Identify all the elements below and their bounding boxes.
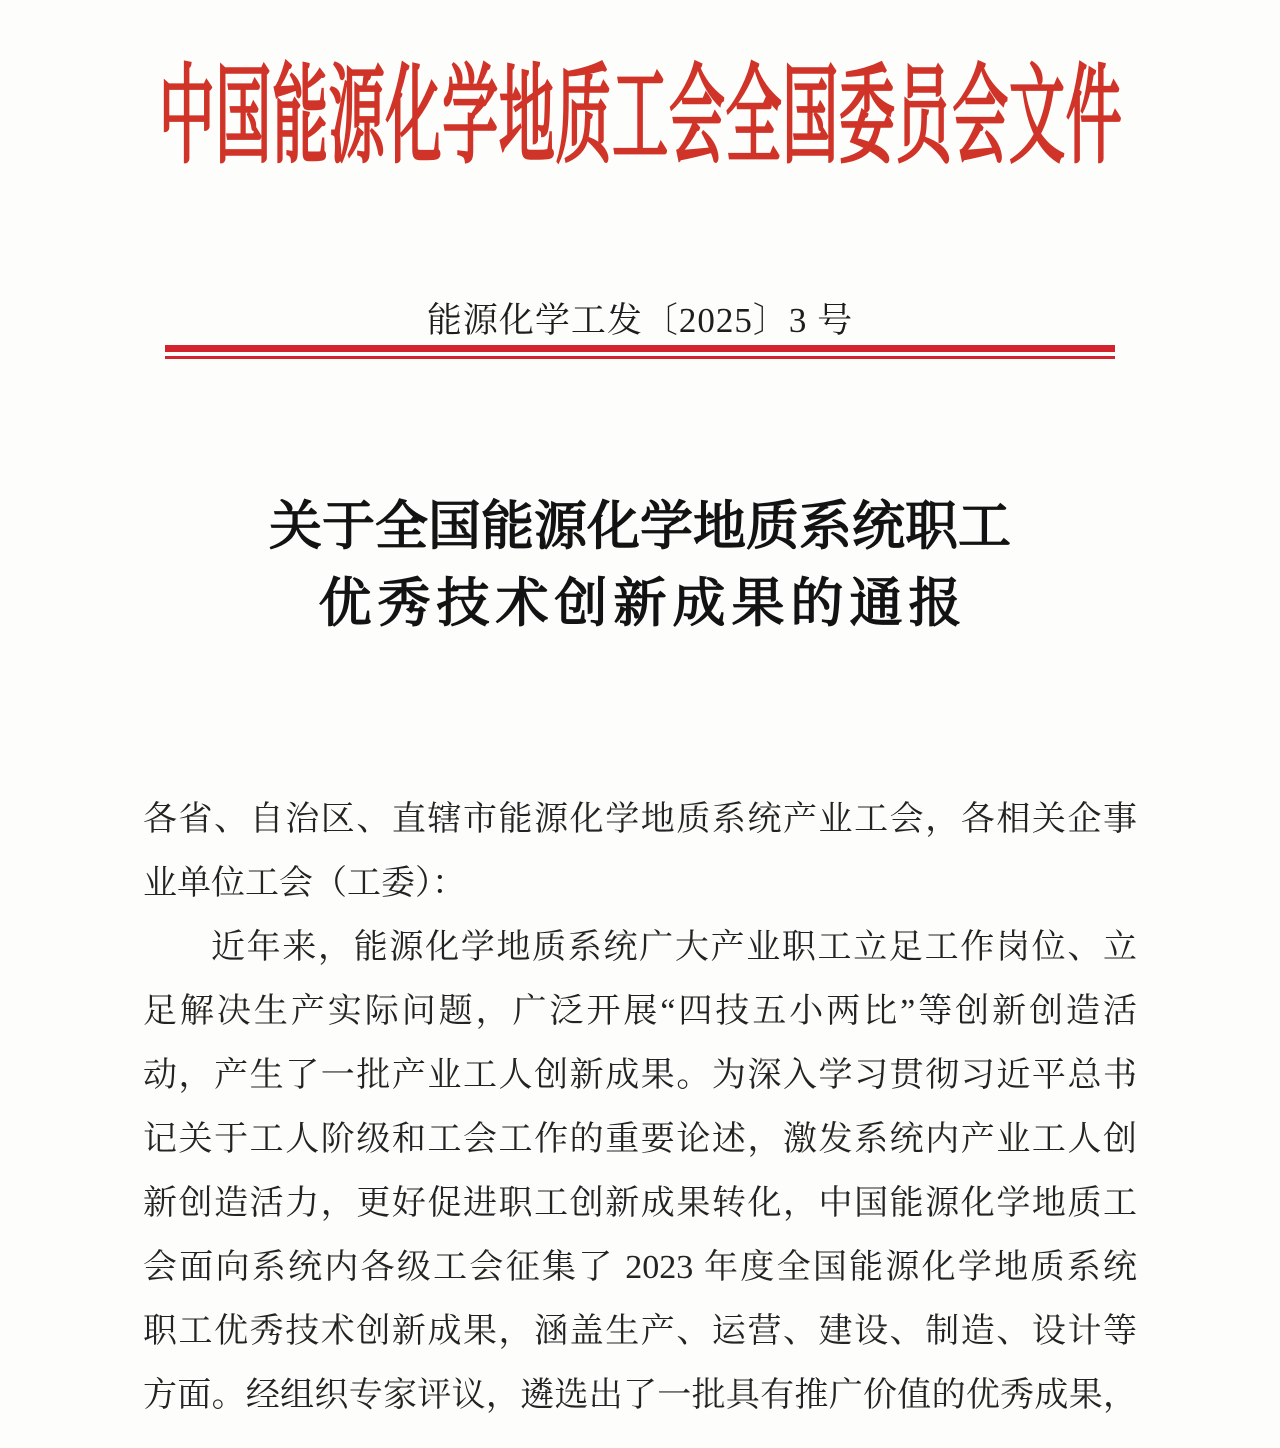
body-text-line: 会面向系统内各级工会征集了 2023 年度全国能源化学地质系统: [143, 1249, 1137, 1286]
document-body: [143, 788, 1137, 1428]
body-text-line: 各省、自治区、直辖市能源化学地质系统产业工会，各相关企事: [143, 801, 1137, 838]
double-red-rule-divider: [165, 345, 1115, 359]
body-text-line: 记关于工人阶级和工会工作的重要论述，激发系统内产业工人创: [143, 1121, 1137, 1158]
red-letterhead: [0, 46, 1280, 190]
document-title-line-1: 关于全国能源化学地质系统职工: [269, 498, 1011, 556]
document-number: 能源化学工发〔2025〕3 号: [426, 301, 854, 340]
official-document-page: [0, 46, 1280, 1448]
body-text-line: 业单位工会（工委）：: [143, 865, 466, 902]
agency-title: 中国能源化学地质工会全国委员会文件: [158, 58, 1122, 177]
body-text-line: 新创造活力，更好促进职工创新成果转化，中国能源化学地质工: [143, 1185, 1137, 1222]
rule-thin-line: [165, 356, 1115, 359]
body-text-line: 职工优秀技术创新成果，涵盖生产、运营、建设、制造、设计等: [143, 1313, 1137, 1350]
document-title: [0, 489, 1280, 643]
body-text-line: 方面。经组织专家评议，遴选出了一批具有推广价值的优秀成果，: [143, 1377, 1137, 1414]
rule-thick-line: [165, 345, 1115, 352]
document-title-line-2: 优秀技术创新成果的通报: [318, 575, 968, 633]
body-text-line: 动，产生了一批产业工人创新成果。为深入学习贯彻习近平总书: [143, 1057, 1137, 1094]
body-text-line: 近年来，能源化学地质系统广大产业职工立足工作岗位、立: [211, 929, 1137, 966]
body-text-line: 足解决生产实际问题，广泛开展“四技五小两比”等创新创造活: [143, 993, 1137, 1030]
